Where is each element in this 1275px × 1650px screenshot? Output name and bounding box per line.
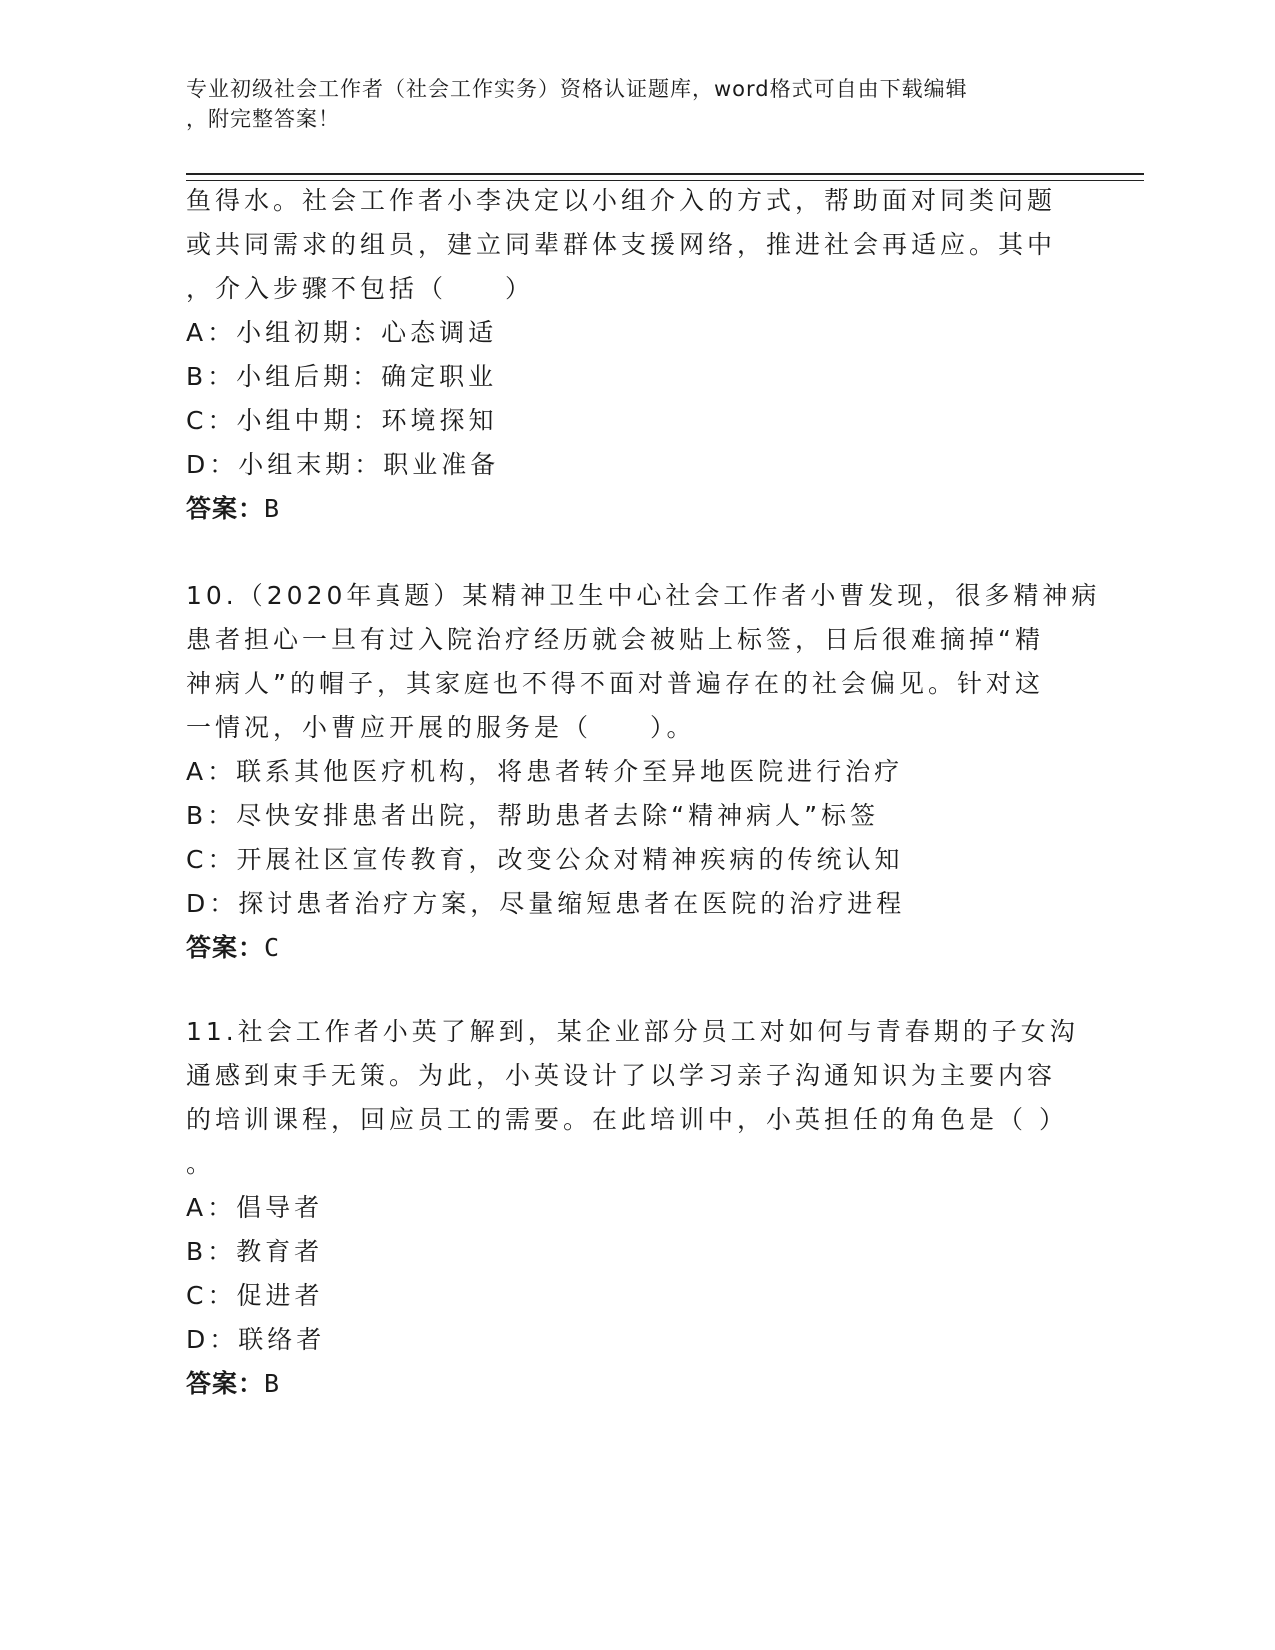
option-b: B：小组后期：确定职业 (186, 362, 498, 391)
answer-value: B (264, 494, 281, 523)
document-header (186, 74, 1066, 134)
option-d: D：小组末期：职业准备 (186, 450, 500, 479)
option-c: C：促进者 (186, 1281, 324, 1310)
answer-label: 答案： (186, 494, 265, 523)
question-stem-line: 一情况，小曹应开展的服务是（ ）。 (186, 713, 696, 742)
question-stem-line: 11.社会工作者小英了解到，某企业部分员工对如何与青春期的子女沟 (186, 1017, 1079, 1046)
question-stem-line: 。 (186, 1149, 216, 1178)
option-c: C：开展社区宣传教育，改变公众对精神疾病的传统认知 (186, 845, 904, 874)
header-divider-thick (186, 173, 1144, 175)
question-stem-line: 患者担心一旦有过入院治疗经历就会被贴上标签，日后很难摘掉“精 (186, 625, 1044, 654)
option-b: B：尽快安排患者出院，帮助患者去除“精神病人”标签 (186, 801, 880, 830)
header-title-line-2: ，附完整答案！ (186, 107, 340, 131)
option-a: A：倡导者 (186, 1193, 324, 1222)
answer-label: 答案： (186, 1369, 265, 1398)
option-a: A：联系其他医疗机构，将患者转介至异地医院进行治疗 (186, 757, 904, 786)
question-stem-line: 通感到束手无策。为此，小英设计了以学习亲子沟通知识为主要内容 (186, 1061, 1057, 1090)
question-stem-line: 的培训课程，回应员工的需要。在此培训中，小英担任的角色是（ ） (186, 1105, 1068, 1134)
question-stem-line: 或共同需求的组员，建立同辈群体支援网络，推进社会再适应。其中 (186, 230, 1057, 259)
option-d: D：联络者 (186, 1325, 326, 1354)
question-stem-line: 10.（2020年真题）某精神卫生中心社会工作者小曹发现，很多精神病 (186, 581, 1101, 610)
question-stem-line: ，介入步骤不包括（ ） (186, 274, 535, 303)
option-a: A：小组初期：心态调适 (186, 318, 498, 347)
question-stem-line: 神病人”的帽子，其家庭也不得不面对普遍存在的社会偏见。针对这 (186, 669, 1044, 698)
question-stem-line: 鱼得水。社会工作者小李决定以小组介入的方式，帮助面对同类问题 (186, 186, 1057, 215)
answer-value: B (264, 1369, 281, 1398)
answer-value: C (264, 933, 281, 962)
answer-line (186, 493, 280, 525)
header-title-line-1: 专业初级社会工作者（社会工作实务）资格认证题库，word格式可自由下载编辑 (186, 77, 968, 101)
option-c: C：小组中期：环境探知 (186, 406, 498, 435)
option-d: D：探讨患者治疗方案，尽量缩短患者在医院的治疗进程 (186, 889, 906, 918)
answer-line (186, 1368, 280, 1400)
answer-label: 答案： (186, 933, 265, 962)
header-divider-thin (186, 180, 1144, 181)
option-b: B：教育者 (186, 1237, 324, 1266)
answer-line (186, 932, 280, 964)
